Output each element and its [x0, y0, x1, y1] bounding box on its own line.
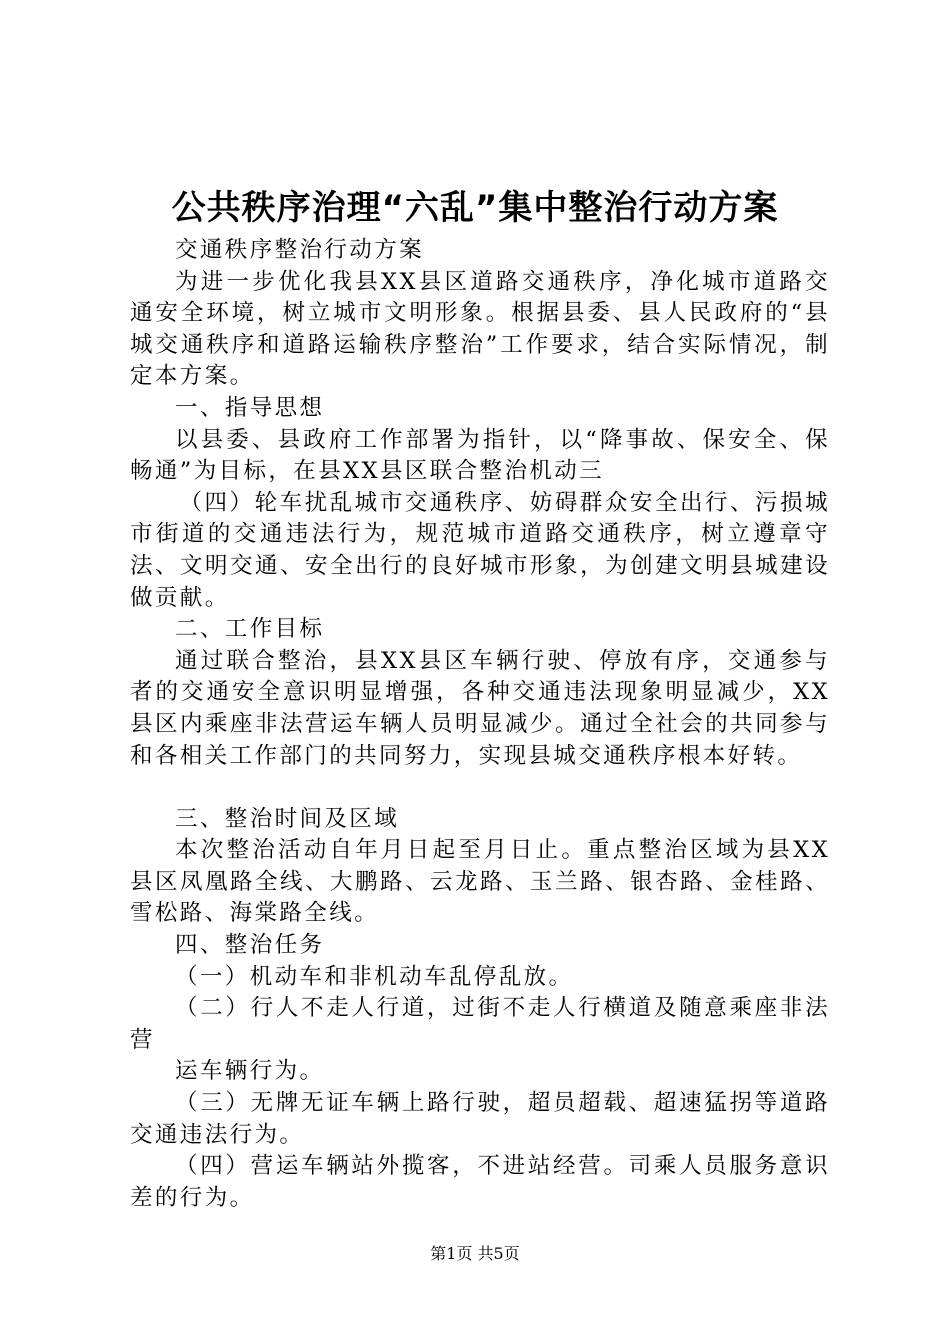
document-title: 公共秩序治理“六乱”集中整治行动方案	[171, 188, 779, 228]
task-item-4: （四）营运车辆站外揽客，不进站经营。司乘人员服务意识差的行为。	[130, 1153, 830, 1211]
work-goal-paragraph: 通过联合整治，县XX县区车辆行驶、停放有序，交通参与者的交通安全意识明显增强，各种交通违法现象明显减少，XX县区内乘座非法营运车辆人员明显减少。通过全社会的共同参与和各相关工作部门的共同努力，实现县城交通秩序根本好转。	[130, 647, 830, 769]
section-heading-1: 一、指导思想	[175, 394, 325, 421]
section-heading-2: 二、工作目标	[175, 616, 325, 643]
section-heading-3: 三、整治时间及区域	[175, 805, 400, 832]
subtitle-paragraph: 交通秩序整治行动方案	[175, 237, 425, 263]
task-item-2: （二）行人不走人行道，过街不走人行横道及随意乘座非法营	[130, 995, 830, 1053]
task-item-3: （三）无牌无证车辆上路行驶，超员超载、超速猛拐等道路交通违法行为。	[130, 1090, 830, 1148]
intro-paragraph: 为进一步优化我县XX县区道路交通秩序，净化城市道路交通安全环境，树立城市文明形象。根据县委、县人民政府的“县城交通秩序和道路运输秩序整治”工作要求，结合实际情况，制定本方案。	[130, 268, 830, 390]
task-item-1: （一）机动车和非机动车乱停乱放。	[175, 963, 574, 990]
guiding-thought-paragraph: 以县委、县政府工作部署为指针，以“降事故、保安全、保畅通”为目标，在县XX县区联合整治机动三	[130, 426, 830, 485]
task-item-2-continued: 运车辆行为。	[175, 1058, 325, 1085]
document-body	[130, 235, 830, 1214]
section-heading-4: 四、整治任务	[175, 932, 325, 959]
time-region-paragraph: 本次整治活动自年月日起至月日止。重点整治区域为县XX县区凤凰路全线、大鹏路、云龙路、玉兰路、银杏路、金桂路、雪松路、海棠路全线。	[130, 837, 830, 927]
page-number-footer: 第1页 共5页	[430, 1244, 520, 1263]
guiding-thought-continued: （四）轮车扰乱城市交通秩序、妨碍群众安全出行、污损城市街道的交通违法行为，规范城市道路交通秩序，树立遵章守法、文明交通、安全出行的良好城市形象，为创建文明县城建设做贡献。	[130, 489, 830, 611]
